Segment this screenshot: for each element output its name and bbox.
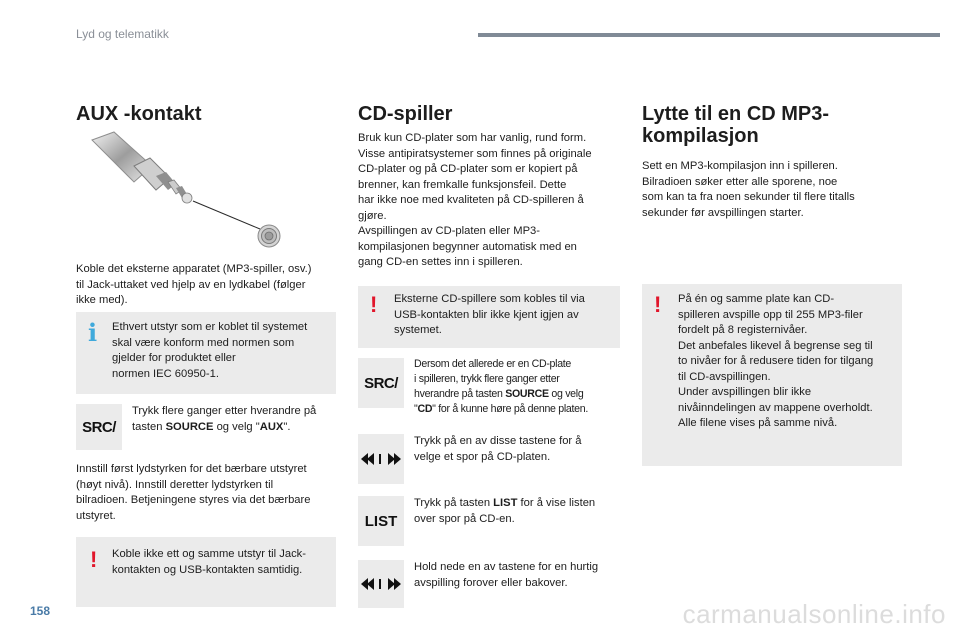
list-step-text-1: Trykk på tasten (414, 497, 494, 509)
src-aux-step (76, 404, 336, 450)
mp3-heading: Lytte til en CD MP3- kompilasjon (642, 103, 830, 147)
fast-forward-step (358, 560, 620, 608)
list-step-text (414, 496, 616, 527)
audio-jack-icon (76, 128, 296, 250)
track-select-step (358, 434, 620, 484)
source-key-label: SOURCE (505, 388, 549, 400)
volume-text: Innstill først lydstyrken for det bærbare utstyret (høyt nivå). Innstill deretter lydstyrken til bilradioen. Betjeningene styres via det bærbare utstyret. (76, 463, 311, 522)
src-aux-text-1: Trykk flere ganger etter hverandre på tasten (132, 405, 317, 433)
warning-icon: ! (654, 292, 662, 317)
src-cd-step (358, 358, 620, 415)
mp3-warning-note (642, 284, 902, 466)
src-button-icon (76, 404, 122, 450)
watermark: carmanualsonline.info (682, 599, 946, 629)
list-key-label: LIST (493, 497, 518, 509)
src-cd-text-1: Dersom det allerede er en CD-plate i spilleren, trykk flere ganger etter hverandre på tasten (414, 358, 572, 400)
aux-intro-text: Koble det eksterne apparatet (MP3-spiller, osv.) til Jack-uttaket ved hjelp av en lydkabel (følger ikke med). (76, 263, 312, 306)
src-button-label: SRC (82, 418, 113, 436)
src-aux-text-3: ". (283, 420, 291, 433)
cd-value-label: CD (417, 403, 433, 415)
info-note-text: Ethvert utstyr som er koblet til systemet skal være konform med normen som gjelder for produktet eller normen IEC 60950-1. (112, 321, 308, 380)
cd-heading: CD-spiller (358, 103, 453, 125)
info-note (76, 312, 336, 394)
warning-icon: ! (370, 292, 378, 317)
mp3-warning-text: På én og samme plate kan CD- spilleren avspille opp til 255 MP3-filer fordelt på 8 registernivåer. Det anbefales likevel å begrense seg til to nivåer for å redusere tiden for tilgang til CD-avspillingen. Under avspillingen blir ikke nivåinndelingen av mappene overholdt. Alle filene vises på samme nivå. (678, 293, 874, 429)
aux-value-label: AUX (259, 420, 284, 433)
info-icon: i (88, 318, 98, 347)
track-select-text: Trykk på en av disse tastene for å velge et spor på CD-platen. (414, 435, 582, 463)
skip-arrows-icon (361, 452, 401, 466)
list-step (358, 496, 620, 546)
source-key-label: SOURCE (165, 420, 214, 433)
cd-warning-text: Eksterne CD-spillere som kobles til via USB-kontakten blir ikke kjent igjen av systemet. (394, 293, 585, 336)
fast-arrows-icon (361, 577, 401, 591)
aux-warning-note (76, 537, 336, 607)
warning-icon: ! (90, 547, 98, 572)
cd-warning-note (358, 286, 620, 348)
src-slash-icon: / (112, 418, 116, 436)
page-number: 158 (30, 604, 51, 618)
fast-forward-text: Hold nede en av tastene for en hurtig avspilling forover eller bakover. (414, 561, 599, 589)
src-slash-icon: / (394, 374, 398, 392)
src-cd-text-3: " for å kunne høre på denne platen. (432, 403, 588, 415)
list-button-icon (358, 496, 404, 546)
aux-heading: AUX -kontakt (76, 103, 202, 125)
header-divider (478, 33, 940, 37)
section-title: Lyd og telematikk (76, 27, 169, 41)
track-buttons-icon (358, 434, 404, 484)
cd-intro-text: Bruk kun CD-plater som har vanlig, rund form. Visse antipiratsystemer som finnes på originale CD-plater og på CD-plater som er kopiert på brenner, kan fremkalle funksjonsfeil. Dette har ikke noe med kvaliteten på CD-spilleren å gjøre. Avspillingen av CD-platen eller MP3- kompilasjonen begynner automatisk med en gang CD-en settes inn i spilleren. (358, 132, 592, 268)
src-cd-text (414, 357, 616, 417)
src-aux-text (132, 404, 332, 435)
src-button-label: SRC (364, 374, 395, 392)
src-button-icon (358, 358, 404, 408)
src-cd-text-2: og velg " (414, 388, 584, 415)
aux-warning-text: Koble ikke ett og samme utstyr til Jack- kontakten og USB-kontakten samtidig. (112, 548, 306, 576)
mp3-intro-text: Sett en MP3-kompilasjon inn i spilleren. Bilradioen søker etter alle sporene, noe som kan ta fra noen sekunder til flere titalls sekunder før avspillingen starter. (642, 160, 855, 219)
list-step-text-2: for å vise listen over spor på CD-en. (414, 497, 596, 525)
src-aux-text-2: og velg " (213, 420, 260, 433)
fast-buttons-icon (358, 560, 404, 608)
list-button-label: LIST (364, 512, 398, 530)
